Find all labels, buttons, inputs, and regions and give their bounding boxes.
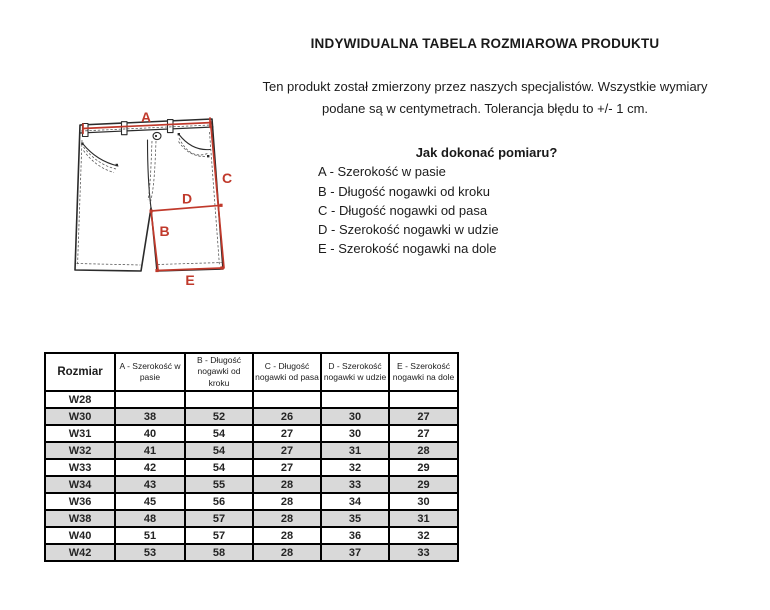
measurement-item: E - Szerokość nogawki na dole — [318, 241, 497, 257]
stitching-lines — [77, 125, 222, 266]
value-cell: 51 — [115, 527, 185, 544]
measure-line-b — [151, 211, 158, 270]
table-row — [45, 459, 458, 476]
value-cell: 38 — [115, 408, 185, 425]
table-row — [45, 476, 458, 493]
size-table-header-cell: C - Długość nogawki od pasa — [253, 353, 321, 391]
table-row — [45, 493, 458, 510]
value-cell: 48 — [115, 510, 185, 527]
measurement-list — [318, 162, 655, 258]
value-cell: 54 — [185, 425, 253, 442]
table-row — [45, 425, 458, 442]
size-cell: W36 — [45, 493, 115, 510]
measurement-lines — [83, 118, 224, 271]
value-cell: 53 — [115, 544, 185, 561]
value-cell — [185, 391, 253, 408]
page-title: INDYWIDUALNA TABELA ROZMIAROWA PRODUKTU — [310, 36, 660, 51]
value-cell: 27 — [389, 408, 458, 425]
value-cell: 28 — [389, 442, 458, 459]
size-cell: W31 — [45, 425, 115, 442]
value-cell: 34 — [321, 493, 389, 510]
table-row — [45, 391, 458, 408]
how-to-measure-section — [318, 143, 655, 259]
value-cell: 33 — [321, 476, 389, 493]
value-cell: 36 — [321, 527, 389, 544]
value-cell — [321, 391, 389, 408]
size-table-body — [45, 391, 458, 561]
value-cell: 31 — [321, 442, 389, 459]
intro-line-2: podane są w centymetrach. Tolerancja błędu to +/- 1 cm. — [321, 101, 649, 116]
intro-paragraph — [250, 76, 720, 120]
value-cell: 33 — [389, 544, 458, 561]
value-cell: 54 — [185, 442, 253, 459]
value-cell — [253, 391, 321, 408]
how-to-measure-heading: Jak dokonać pomiaru? — [415, 145, 558, 160]
value-cell: 28 — [253, 510, 321, 527]
value-cell: 42 — [115, 459, 185, 476]
value-cell: 28 — [253, 493, 321, 510]
size-table-header-cell: D - Szerokość nogawki w udzie — [321, 353, 389, 391]
value-cell: 28 — [253, 544, 321, 561]
size-cell: W33 — [45, 459, 115, 476]
value-cell: 32 — [389, 527, 458, 544]
value-cell: 30 — [321, 408, 389, 425]
value-cell: 35 — [321, 510, 389, 527]
table-row — [45, 408, 458, 425]
value-cell: 28 — [253, 476, 321, 493]
value-cell: 43 — [115, 476, 185, 493]
value-cell: 30 — [389, 493, 458, 510]
size-table-header-cell: E - Szerokość nogawki na dole — [389, 353, 458, 391]
value-cell: 56 — [185, 493, 253, 510]
size-cell: W34 — [45, 476, 115, 493]
size-cell: W42 — [45, 544, 115, 561]
value-cell: 37 — [321, 544, 389, 561]
value-cell: 30 — [321, 425, 389, 442]
value-cell: 28 — [253, 527, 321, 544]
diagram-label-d: D — [181, 190, 193, 207]
size-table-header-cell: B - Długość nogawki od kroku — [185, 353, 253, 391]
value-cell: 52 — [185, 408, 253, 425]
table-row — [45, 544, 458, 561]
intro-line-1: Ten produkt został zmierzony przez naszych specjalistów. Wszystkie wymiary — [262, 79, 708, 94]
value-cell: 27 — [253, 425, 321, 442]
value-cell: 27 — [253, 459, 321, 476]
value-cell: 41 — [115, 442, 185, 459]
value-cell: 57 — [185, 527, 253, 544]
size-cell: W40 — [45, 527, 115, 544]
diagram-label-c: C — [221, 170, 233, 186]
measurement-item: C - Długość nogawki od pasa — [318, 202, 488, 218]
value-cell: 55 — [185, 476, 253, 493]
value-cell: 27 — [389, 425, 458, 442]
table-row — [45, 510, 458, 527]
value-cell: 31 — [389, 510, 458, 527]
size-cell: W30 — [45, 408, 115, 425]
value-cell: 26 — [253, 408, 321, 425]
rivet-dots — [81, 133, 209, 166]
size-table-header-row — [45, 353, 458, 391]
size-cell: W32 — [45, 442, 115, 459]
shorts-diagram — [55, 100, 240, 295]
shorts-outline — [75, 119, 223, 271]
table-row — [45, 442, 458, 459]
diagram-label-a: A — [140, 109, 152, 125]
value-cell: 32 — [321, 459, 389, 476]
size-table-container — [44, 352, 459, 562]
measurement-item: B - Długość nogawki od kroku — [318, 183, 490, 199]
value-cell: 58 — [185, 544, 253, 561]
value-cell: 29 — [389, 476, 458, 493]
size-cell: W38 — [45, 510, 115, 527]
value-cell: 27 — [253, 442, 321, 459]
measurement-item: A - Szerokość w pasie — [318, 164, 446, 180]
value-cell: 54 — [185, 459, 253, 476]
measurement-item: D - Szerokość nogawki w udzie — [318, 222, 499, 238]
value-cell: 40 — [115, 425, 185, 442]
table-row — [45, 527, 458, 544]
size-table — [44, 352, 459, 562]
value-cell — [115, 391, 185, 408]
value-cell: 29 — [389, 459, 458, 476]
value-cell: 57 — [185, 510, 253, 527]
value-cell — [389, 391, 458, 408]
size-cell: W28 — [45, 391, 115, 408]
diagram-label-e: E — [185, 272, 195, 288]
value-cell: 45 — [115, 493, 185, 510]
diagram-label-b: B — [159, 223, 170, 239]
size-table-header-cell: Rozmiar — [45, 353, 115, 391]
measure-line-c — [211, 122, 225, 269]
size-table-header-cell: A - Szerokość w pasie — [115, 353, 185, 391]
